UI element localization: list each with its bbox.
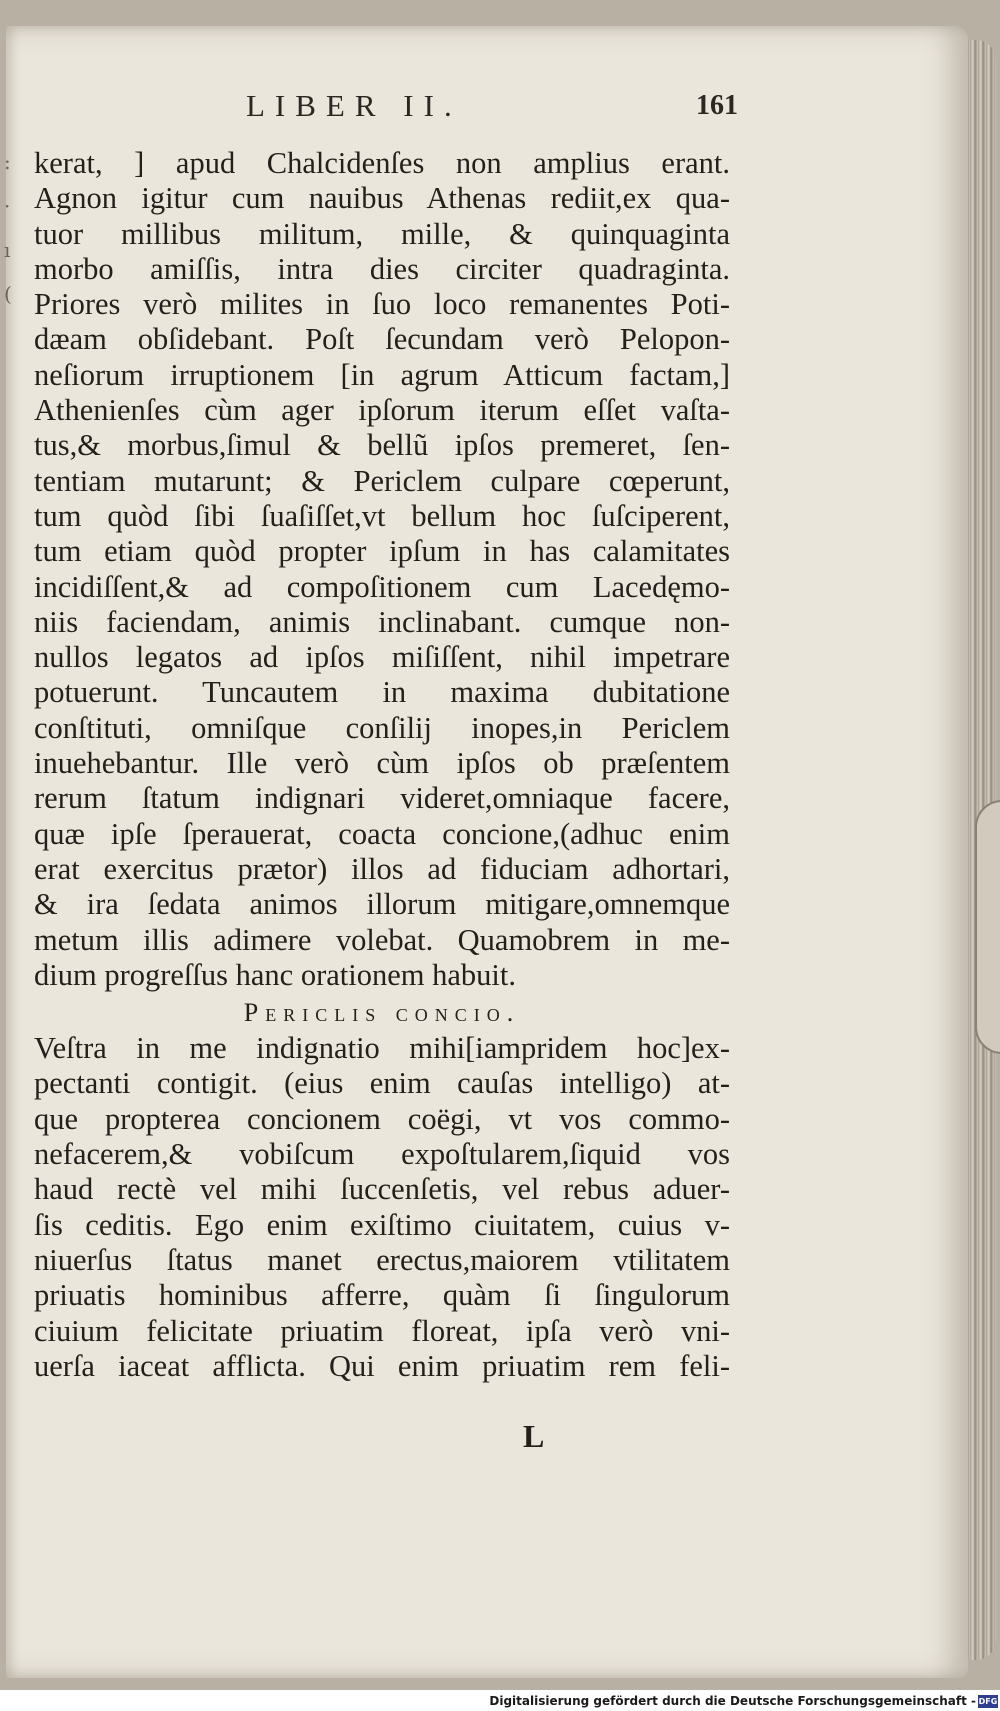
- text-line: Agnon igitur cum nauibus Athenas rediit,ex qua-: [34, 181, 730, 216]
- text-line: incidiſſent,& ad compoſitionem cum Lacedęmo-: [34, 569, 730, 604]
- text-line: conſtituti, omniſque conſilij inopes,in Periclem: [34, 710, 730, 745]
- text-line: priuatis hominibus afferre, quàm ſi ſingulorum: [34, 1278, 730, 1313]
- text-line: ſis ceditis. Ego enim exiſtimo ciuitatem, cuius v-: [34, 1207, 730, 1242]
- page-tab-notch: [975, 800, 1000, 1054]
- text-line: Priores verò milites in ſuo loco remanentes Poti-: [34, 287, 730, 322]
- margin-marks: [4, 140, 18, 316]
- text-line: uerſa iaceat afflicta. Qui enim priuatim rem feli-: [34, 1348, 730, 1383]
- margin-mark: ı: [4, 238, 11, 262]
- text-line: Athenienſes cùm ager ipſorum iterum eſſet vaſta-: [34, 393, 730, 428]
- text-line: ciuium felicitate priuatim floreat, ipſa verò vni-: [34, 1313, 730, 1348]
- text-line: tus,& morbus,ſimul & bellũ ipſos premeret, ſen-: [34, 428, 730, 463]
- text-line: tum etiam quòd propter ipſum in has calamitates: [34, 534, 730, 569]
- text-line: que propterea concionem coëgi, vt vos commo-: [34, 1101, 730, 1136]
- text-line: neſiorum irruptionem [in agrum Atticum factam,]: [34, 357, 730, 392]
- text-line: tum quòd ſibi ſuaſiſſet,vt bellum hoc ſuſciperent,: [34, 498, 730, 533]
- funding-credit: Digitalisierung gefördert durch die Deutsche Forschungsgemeinschaft -: [489, 1694, 976, 1708]
- text-line: rerum ſtatum indignari videret,omniaque facere,: [34, 781, 730, 816]
- text-line: tuor millibus militum, mille, & quinquaginta: [34, 216, 730, 251]
- text-line: potuerunt. Tuncautem in maxima dubitatione: [34, 675, 730, 710]
- running-head: LIBER II.: [246, 88, 462, 123]
- margin-mark: (: [4, 282, 12, 306]
- text-line: niuerſus ſtatus manet erectus,maiorem vtilitatem: [34, 1242, 730, 1277]
- text-line: haud rectè vel mihi ſuccenſetis, vel rebus aduer-: [34, 1172, 730, 1207]
- signature-mark: L: [523, 1418, 545, 1454]
- text-line: pectanti contigit. (eius enim cauſas intelligo) at-: [34, 1066, 730, 1101]
- text-line: erat exercitus prætor) illos ad fiduciam adhortari,: [34, 851, 730, 886]
- margin-mark: :: [4, 150, 11, 174]
- text-line: metum illis adimere volebat. Quamobrem in me-: [34, 922, 730, 957]
- text-line: nefacerem,& vobiſcum expoſtularem,ſiquid vos: [34, 1137, 730, 1172]
- text-line: kerat, ] apud Chalcidenſes non amplius erant.: [34, 146, 730, 180]
- text-line: tentiam mutarunt; & Periclem culpare cœperunt,: [34, 463, 730, 498]
- text-line: quæ ipſe ſperauerat, coacta concione,(adhuc enim: [34, 816, 730, 851]
- page-number: 161: [696, 90, 738, 121]
- text-line: & ira ſedata animos illorum mitigare,omnemque: [34, 887, 730, 922]
- footer-bar: [0, 1692, 1000, 1711]
- body-text: [34, 146, 730, 1384]
- text-line: morbo amiſſis, intra dies circiter quadraginta.: [34, 251, 730, 286]
- text-line: dium progreſſus hanc orationem habuit.: [34, 957, 516, 992]
- dfg-logo-icon: DFG: [978, 1697, 998, 1706]
- page-header: [40, 88, 760, 132]
- text-line: dæam obſidebant. Poſt ſecundam verò Pelopon-: [34, 322, 730, 357]
- text-line: nullos legatos ad ipſos miſiſſent, nihil impetrare: [34, 640, 730, 675]
- text-line: niis faciendam, animis inclinabant. cumque non-: [34, 604, 730, 639]
- margin-mark: ·: [4, 194, 11, 218]
- section-heading: Periclis concio.: [243, 998, 521, 1028]
- text-line: Veſtra in me indignatio mihi[iampridem hoc]ex-: [34, 1031, 730, 1066]
- text-line: inuehebantur. Ille verò cùm ipſos ob præſentem: [34, 746, 730, 781]
